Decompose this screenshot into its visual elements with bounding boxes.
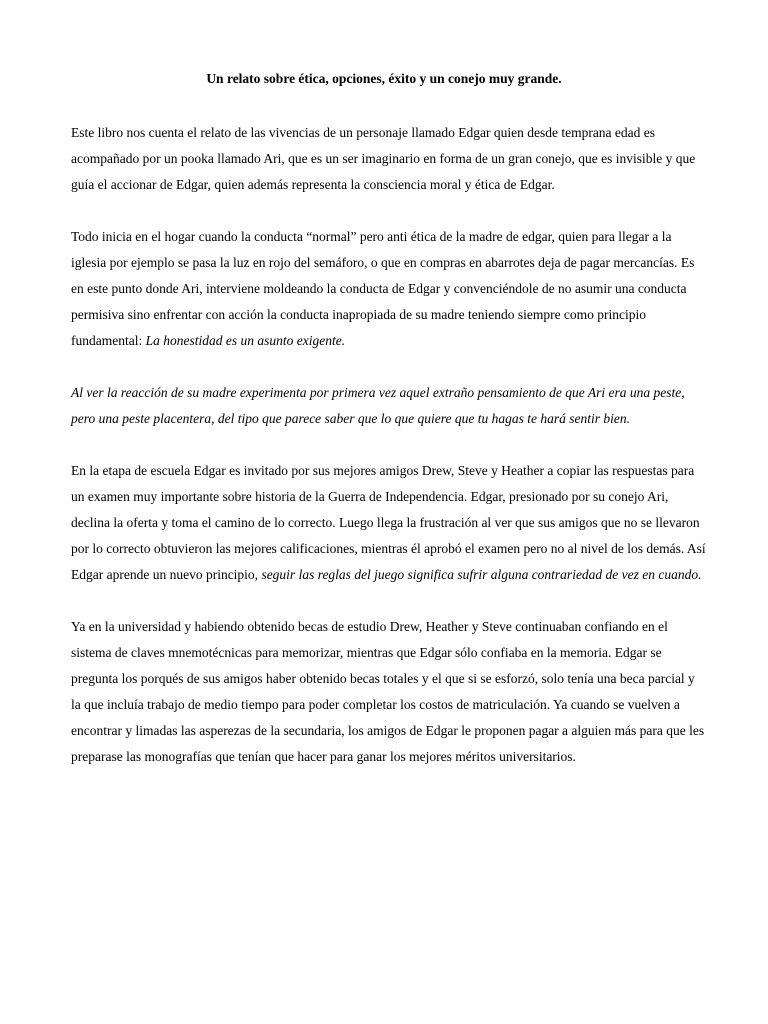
paragraph-university [71, 614, 707, 770]
paragraph-text: Este libro nos cuenta el relato de las vivencias de un personaje llamado Edgar quien desde temprana edad es acompañado por un pooka llamado Ari, que es un ser imaginario en forma de un gran conejo, que es invisible y que guía el accionar de Edgar, quien además representa la consciencia moral y ética de Edgar. [71, 125, 696, 192]
paragraph-home [71, 224, 707, 354]
paragraph-italic-principle: seguir las reglas del juego significa sufrir alguna contrariedad de vez en cuando. [261, 567, 702, 582]
paragraph-italic-text: Al ver la reacción de su madre experimenta por primera vez aquel extraño pensamiento de que Ari era una peste, pero una peste placentera, del tipo que parece saber que lo que quiere que tu hagas te hará sentir bien. [71, 385, 685, 426]
paragraph-text: En la etapa de escuela Edgar es invitado por sus mejores amigos Drew, Steve y Heather a copiar las respuestas para un examen muy importante sobre historia de la Guerra de Independencia. Edgar, presionado por su conejo Ari, declina la oferta y toma el camino de lo correcto. Luego llega la frustración al ver que sus amigos que no se llevaron por lo correcto obtuvieron las mejores calificaciones, mientras él aprobó el examen pero no al nivel de los demás. Así Edgar aprende un nuevo principio, [71, 463, 706, 582]
paragraph-text: Todo inicia en el hogar cuando la conducta “normal” pero anti ética de la madre de edgar, quien para llegar a la iglesia por ejemplo se pasa la luz en rojo del semáforo, o que en compras en abarrotes deja de pagar mercancías. Es en este punto donde Ari, interviene moldeando la conducta de Edgar y convenciéndole de no asumir una conducta permisiva sino enfrentar con acción la conducta inapropiada de su madre teniendo siempre como principio fundamental: [71, 229, 695, 348]
document-title: Un relato sobre ética, opciones, éxito y un conejo muy grande. [206, 71, 562, 86]
document-body [71, 120, 707, 796]
paragraph-italic-principle: La honestidad es un asunto exigente. [145, 333, 346, 348]
paragraph-intro [71, 120, 707, 198]
paragraph-reaction [71, 380, 707, 432]
paragraph-school [71, 458, 707, 588]
paragraph-text: Ya en la universidad y habiendo obtenido becas de estudio Drew, Heather y Steve continuaban confiando en el sistema de claves mnemotécnicas para memorizar, mientras que Edgar sólo confiaba en la memoria. Edgar se pregunta los porqués de sus amigos haber obtenido becas totales y el que si se esforzó, solo tenía una beca parcial y la que incluía trabajo de medio tiempo para poder completar los costos de matriculación. Ya cuando se vuelven a encontrar y limadas las asperezas de la secundaria, los amigos de Edgar le proponen pagar a alguien más para que les preparase las monografías que tenían que hacer para ganar los mejores méritos universitarios. [71, 619, 705, 764]
